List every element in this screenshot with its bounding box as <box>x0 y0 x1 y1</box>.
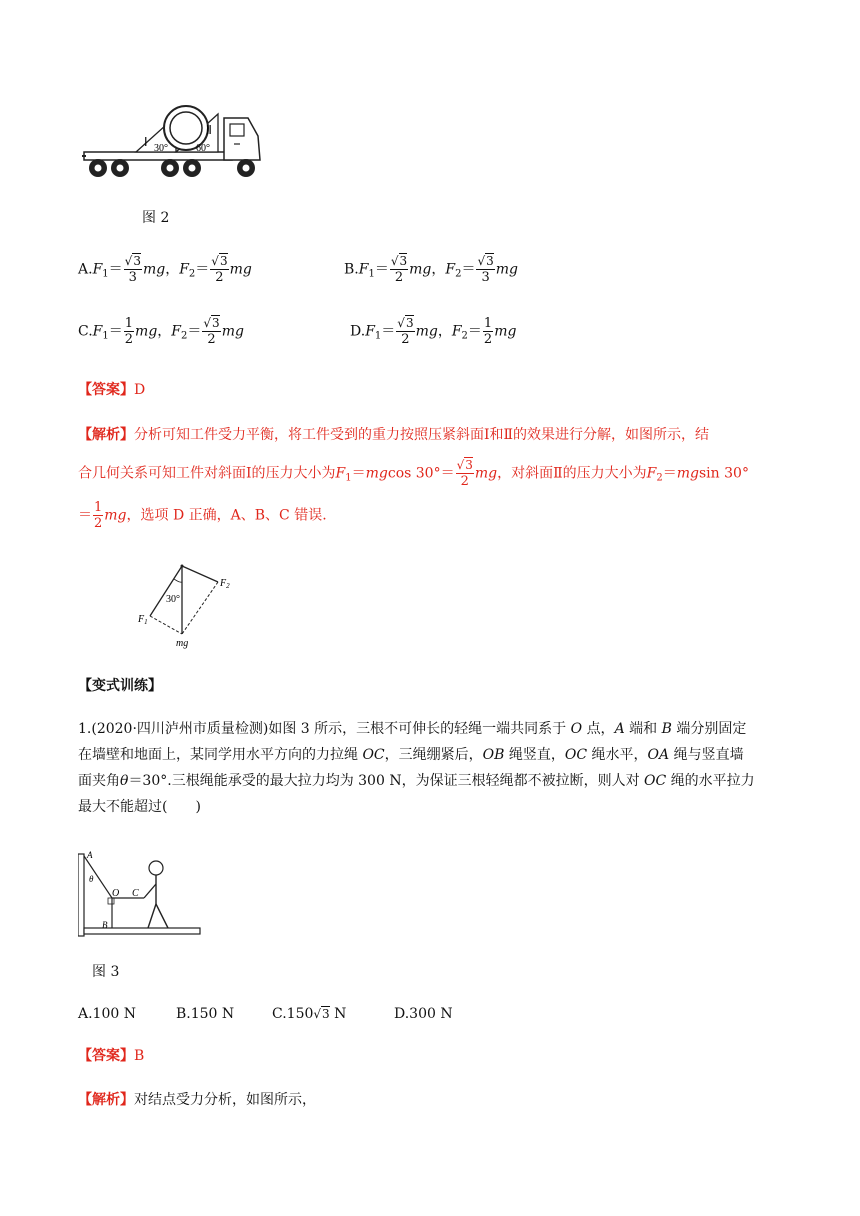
answer-1 <box>78 380 145 400</box>
f2-label: $F_2$ <box>220 578 230 590</box>
answer-tag: 【答案】 <box>78 382 134 398</box>
angle-label-right: 60° <box>196 143 210 154</box>
option-b: $B.F_1=$ $\frac{√3}{2}$ mg，$F_2=$ $\frac{√3}{3}$ mg <box>344 254 519 285</box>
slope-label-right: Ⅱ <box>206 123 212 137</box>
f1-label: $F_1$ <box>138 614 148 626</box>
question-1-line4: 最大不能超过( ) <box>78 799 201 815</box>
q2-option-b: B.150 N <box>176 1006 235 1022</box>
figure3-caption: 图 3 <box>92 964 120 980</box>
label-c: C <box>132 888 139 899</box>
analysis-1-line1: 【解析】分析可知工件受力平衡，将工件受到的重力按照压紧斜面Ⅰ和Ⅱ的效果进行分解，如图所示，结 <box>78 427 710 443</box>
q2-option-a: A.100 N <box>78 1006 136 1022</box>
mg-label: mg <box>176 638 189 649</box>
q2-option-c: C.150√3 N <box>272 1006 347 1022</box>
option-c: $C.F_1=$ $\frac{1}{2}$ mg，$F_2=$ $\frac{√3}{2}$ mg <box>78 316 244 347</box>
question-1-line2: 在墙壁和地面上，某同学用水平方向的力拉绳 OC，三绳绷紧后，OB 绳竖直，OC 绳水平，OA 绳与竖直墙 <box>78 747 744 763</box>
angle-label-left: 30° <box>154 143 168 154</box>
answer-tag: 【答案】 <box>78 1048 134 1064</box>
analysis-1 <box>78 422 780 531</box>
label-o: O <box>112 888 120 899</box>
force-diagram <box>136 560 246 652</box>
answer-value: B <box>134 1048 145 1064</box>
answer-2 <box>78 1046 144 1066</box>
slope-label-left: Ⅰ <box>144 135 148 149</box>
angle-label: 30° <box>166 594 180 605</box>
option-a: $A.F_1=$ $\frac{√3}{3}$ mg，$F_2=$ $\frac{√3}{2}$ mg <box>78 254 252 285</box>
question-1-line3: 面夹角θ＝30°.三根绳能承受的最大拉力均为 300 N，为保证三根轻绳都不被拉断，则人对 OC 绳的水平拉力 <box>78 773 755 789</box>
answer-value: D <box>134 382 146 398</box>
analysis-1-line2: 合几何关系可知工件对斜面Ⅰ的压力大小为$F_1=mgcos$ 30°＝ $\frac{√3}{2}$ mg，对斜面Ⅱ的压力大小为$F_2=mgsin$ 30° <box>78 458 749 489</box>
question-1-line1: 1.(2020·四川泸州市质量检测)如图 3 所示，三根不可伸长的轻绳一端共同系于 O 点，A 端和 B 端分别固定 <box>78 721 747 737</box>
practice-heading: 【变式训练】 <box>78 678 162 694</box>
label-b: B <box>102 920 108 930</box>
question-1 <box>78 716 780 820</box>
label-a: A <box>87 850 93 860</box>
analysis-2: 【解析】对结点受力分析，如图所示， <box>78 1092 316 1108</box>
rope-figure <box>78 846 208 938</box>
label-theta: θ <box>89 874 94 884</box>
figure2-caption: 图 2 <box>142 210 170 226</box>
analysis-1-line3: ＝ $\frac{1}{2}$ mg，选项 D 正确，A、B、C 错误. <box>78 499 327 531</box>
truck-figure <box>78 96 268 186</box>
q2-option-d: D.300 N <box>394 1006 453 1022</box>
option-d: $D.F_1=$ $\frac{√3}{2}$ mg，$F_2=$ $\frac{1}{2}$ mg <box>350 316 517 347</box>
